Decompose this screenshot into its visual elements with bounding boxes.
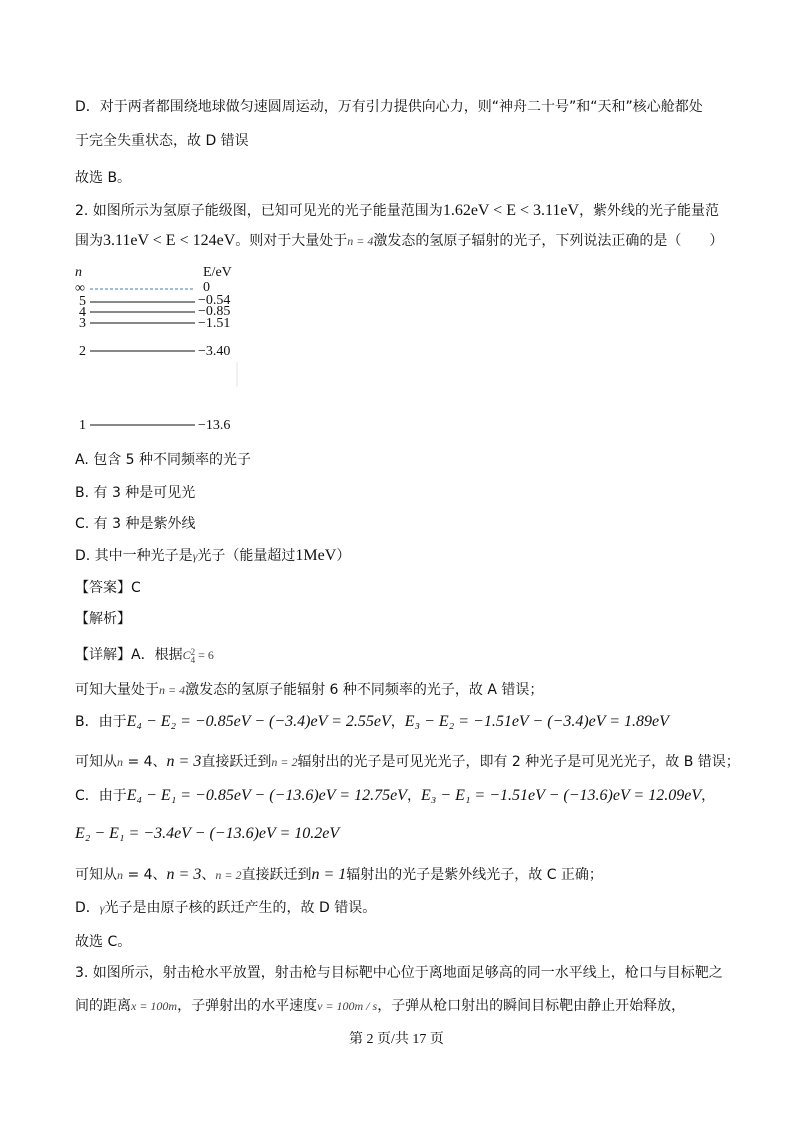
detail-b-text: B．由于 bbox=[75, 714, 127, 730]
q3-text-1: 间的距离 bbox=[75, 998, 131, 1014]
answer-line bbox=[75, 578, 141, 598]
paragraph-d-line1: D．对于两者都围绕地球做匀速圆周运动，万有引力提供向心力，则“神舟二十号”和“天和”核心舱都处 bbox=[75, 99, 703, 115]
equation-e3-e1: E₃ − E₁ = −1.51eV − (−13.6)eV = 12.09eV bbox=[420, 787, 702, 804]
option-c: C. 有 3 种是紫外线 bbox=[75, 516, 196, 532]
answer-label: 【答案】 bbox=[75, 580, 131, 596]
detail-b-line1 bbox=[75, 712, 669, 732]
detail-d-text-2: 光子是由原子核的跃迁产生的，故 D 错误。 bbox=[104, 900, 377, 916]
detail-b2-text-1: 可知从 bbox=[75, 754, 117, 770]
level-e-2: −3.40 bbox=[198, 344, 231, 359]
detail-c-line2 bbox=[75, 824, 339, 844]
detail-c-line3 bbox=[75, 865, 603, 885]
detail-c2-n4: n = 1 bbox=[311, 866, 347, 883]
page-footer: 第 2 页/共 17 页 bbox=[349, 1032, 444, 1047]
n-axis-label: n bbox=[75, 265, 82, 280]
detail-c2-text-5: 辐射出的光子是紫外线光子，故 C 正确； bbox=[346, 867, 603, 883]
level-e-5: −0.54 bbox=[198, 293, 231, 308]
detail-c2-n3: n = 2 bbox=[215, 868, 242, 882]
detail-b-sep: ， bbox=[390, 714, 405, 730]
option-a: A. 包含 5 种不同频率的光子 bbox=[75, 452, 252, 468]
question-3-line1: 3. 如图所示，射击枪水平放置，射击枪与目标靶中心位于离地面足够高的同一水平线上，枪口与目标靶之 bbox=[75, 965, 723, 981]
detail-d-line bbox=[75, 898, 376, 918]
visible-range: 1.62eV < E < 3.11eV bbox=[442, 202, 580, 219]
equation-e4-e2: E₄ − E₂ = −0.85eV − (−3.4)eV = 2.55eV bbox=[126, 713, 391, 730]
level-e-4: −0.85 bbox=[198, 304, 231, 319]
option-d-text-2: 光子（能量超过 bbox=[197, 548, 296, 564]
level-n-1: 1 bbox=[79, 418, 86, 433]
comb-sup: 2 bbox=[190, 647, 196, 658]
detail-c2-n1: n bbox=[117, 868, 123, 882]
detail-label: 【详解】 bbox=[75, 647, 131, 663]
q3-text-3: ，子弹从枪口射出的瞬间目标靶由静止开始释放， bbox=[377, 998, 686, 1014]
conclusion-c: 故选 C。 bbox=[75, 934, 132, 950]
detail-a2-n: n = 4 bbox=[159, 683, 186, 697]
level-e-3: −1.51 bbox=[198, 316, 231, 331]
equation-e2-e1: E₂ − E₁ = −3.4eV − (−13.6)eV = 10.2eV bbox=[75, 825, 340, 842]
detail-c-end: ， bbox=[701, 788, 716, 804]
conclusion-b: 故选 B。 bbox=[75, 170, 132, 186]
analysis-label: 【解析】 bbox=[75, 611, 131, 627]
detail-c2-text-2: = 4、 bbox=[123, 867, 167, 883]
detail-b2-n1: n bbox=[117, 755, 123, 769]
detail-b2-text-4: 辐射出的光子是可见光光子，即有 2 种光子是可见光光子，故 B 错误； bbox=[297, 754, 740, 770]
comb-sub: 4 bbox=[190, 655, 196, 666]
velocity-v: v = 100m / s bbox=[317, 999, 378, 1013]
detail-b-line2 bbox=[75, 752, 740, 772]
option-d-text-3: ） bbox=[336, 548, 351, 564]
comb-symbol: C bbox=[182, 648, 191, 662]
energy-axis-label: E/eV bbox=[203, 265, 232, 280]
uv-range: 3.11eV < E < 124eV bbox=[103, 232, 236, 249]
paragraph-d-line2: 于完全失重状态，故 D 错误 bbox=[75, 133, 249, 149]
equation-e3-e2: E₃ − E₂ = −1.51eV − (−3.4)eV = 1.89eV bbox=[404, 713, 669, 730]
detail-c2-text-4: 直接跃迁到 bbox=[241, 867, 312, 883]
n4-label: n = 4 bbox=[347, 234, 374, 248]
question-3-line2 bbox=[75, 996, 685, 1016]
level-n-5: 5 bbox=[79, 294, 86, 309]
energy-level-diagram bbox=[70, 262, 270, 442]
detail-c-text: C．由于 bbox=[75, 788, 127, 804]
detail-b2-n2: n = 3 bbox=[166, 753, 202, 770]
level-n-4: 4 bbox=[79, 305, 86, 320]
q3-text-2: ，子弹射出的水平速度 bbox=[177, 998, 318, 1014]
combination-formula bbox=[182, 647, 214, 666]
detail-a-line2 bbox=[75, 680, 543, 700]
level-n-inf: ∞ bbox=[75, 281, 85, 296]
option-d-text-1: D. 其中一种光子是 bbox=[75, 548, 193, 564]
answer-value: C bbox=[131, 580, 141, 596]
detail-a2b-text: 激发态的氢原子能辐射 6 种不同频率的光子，故 A 错误； bbox=[185, 682, 544, 698]
q2-text-1: 2. 如图所示为氢原子能级图，已知可见光的光子能量范围为 bbox=[75, 203, 443, 219]
mev-value: 1MeV bbox=[295, 547, 337, 564]
option-d bbox=[75, 546, 350, 566]
detail-d-gamma: γ bbox=[99, 901, 105, 915]
distance-x: x = 100m bbox=[131, 999, 178, 1013]
detail-b2-n3: n = 2 bbox=[271, 755, 298, 769]
detail-b2-text-2: = 4、 bbox=[123, 754, 167, 770]
question-2-line1 bbox=[75, 201, 719, 221]
q2-text-4: 。则对于大量处于 bbox=[235, 233, 348, 249]
level-n-3: 3 bbox=[79, 316, 86, 331]
detail-b2-text-3: 直接跃迁到 bbox=[201, 754, 272, 770]
detail-c-sep: ， bbox=[406, 788, 421, 804]
question-2-line2 bbox=[75, 231, 723, 251]
detail-d-text-1: D． bbox=[75, 900, 100, 916]
detail-a2-text: 可知大量处于 bbox=[75, 682, 159, 698]
detail-a-text: A．根据 bbox=[131, 647, 183, 663]
q2-text-5: 激发态的氢原子辐射的光子，下列说法正确的是（ ） bbox=[373, 233, 724, 249]
q2-text-3: 围为 bbox=[75, 233, 103, 249]
level-n-2: 2 bbox=[79, 344, 86, 359]
detail-c2-text-3: 、 bbox=[201, 867, 216, 883]
level-e-inf: 0 bbox=[203, 280, 210, 295]
option-b: B. 有 3 种是可见光 bbox=[75, 485, 196, 501]
gamma-symbol: γ bbox=[192, 549, 198, 563]
q2-text-2: ，紫外线的光子能量范 bbox=[579, 203, 720, 219]
detail-c2-n2: n = 3 bbox=[166, 866, 202, 883]
detail-a-line bbox=[75, 645, 214, 665]
level-e-1: −13.6 bbox=[198, 418, 231, 433]
comb-result: = 6 bbox=[195, 648, 214, 662]
detail-c-line1 bbox=[75, 786, 715, 806]
equation-e4-e1: E₄ − E₁ = −0.85eV − (−13.6)eV = 12.75eV bbox=[126, 787, 407, 804]
detail-c2-text-1: 可知从 bbox=[75, 867, 117, 883]
